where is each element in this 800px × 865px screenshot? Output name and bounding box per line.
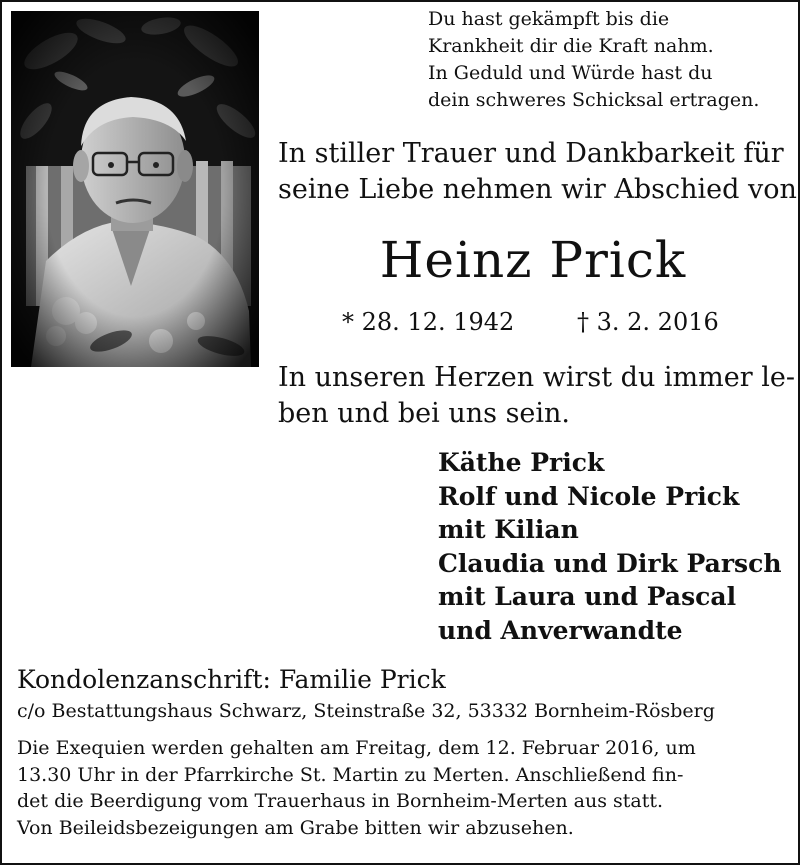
family-signatories <box>438 446 788 647</box>
poem-line: Du hast gekämpft bis die <box>428 8 670 30</box>
family-line: Claudia und Dirk Parsch <box>438 548 782 578</box>
death-date: † 3. 2. 2016 <box>577 308 719 336</box>
family-line: und Anverwandte <box>438 615 683 645</box>
family-line: Käthe Prick <box>438 448 605 477</box>
portrait-photo <box>11 11 259 367</box>
birth-date: * 28. 12. 1942 <box>342 308 515 336</box>
family-line: Rolf und Nicole Prick <box>438 481 740 511</box>
hearts-line: In unseren Herzen wirst du immer le- <box>278 362 795 393</box>
condolence-heading: Kondolenzanschrift: Familie Prick <box>17 665 446 694</box>
funeral-details <box>17 735 787 841</box>
hearts-sentence <box>278 360 795 432</box>
poem-line: Krankheit dir die Kraft nahm. <box>428 35 714 57</box>
condolence-address: c/o Bestattungshaus Schwarz, Steinstraße 32, 53332 Bornheim-Rösberg <box>17 700 715 722</box>
poem-line: In Geduld und Würde hast du <box>428 62 713 84</box>
funeral-line: Die Exequien werden gehalten am Freitag, dem 12. Februar 2016, um <box>17 737 696 759</box>
family-line: mit Kilian <box>438 515 579 544</box>
family-line: mit Laura und Pascal <box>438 582 737 611</box>
intro-line: seine Liebe nehmen wir Abschied von <box>278 174 797 205</box>
funeral-line: det die Beerdigung vom Trauerhaus in Bornheim-Merten aus statt. <box>17 790 664 812</box>
poem-line: dein schweres Schicksal ertragen. <box>428 89 760 111</box>
funeral-line: 13.30 Uhr in der Pfarrkirche St. Martin zu Merten. Anschließend fin- <box>17 763 684 786</box>
deceased-name: Heinz Prick <box>379 231 687 289</box>
intro-line: In stiller Trauer und Dankbarkeit für <box>278 138 784 169</box>
poem-quote <box>428 6 788 114</box>
hearts-line: ben und bei uns sein. <box>278 398 571 429</box>
mourning-intro <box>278 136 797 208</box>
funeral-line: Von Beileidsbezeigungen am Grabe bitten wir abzusehen. <box>17 816 574 839</box>
